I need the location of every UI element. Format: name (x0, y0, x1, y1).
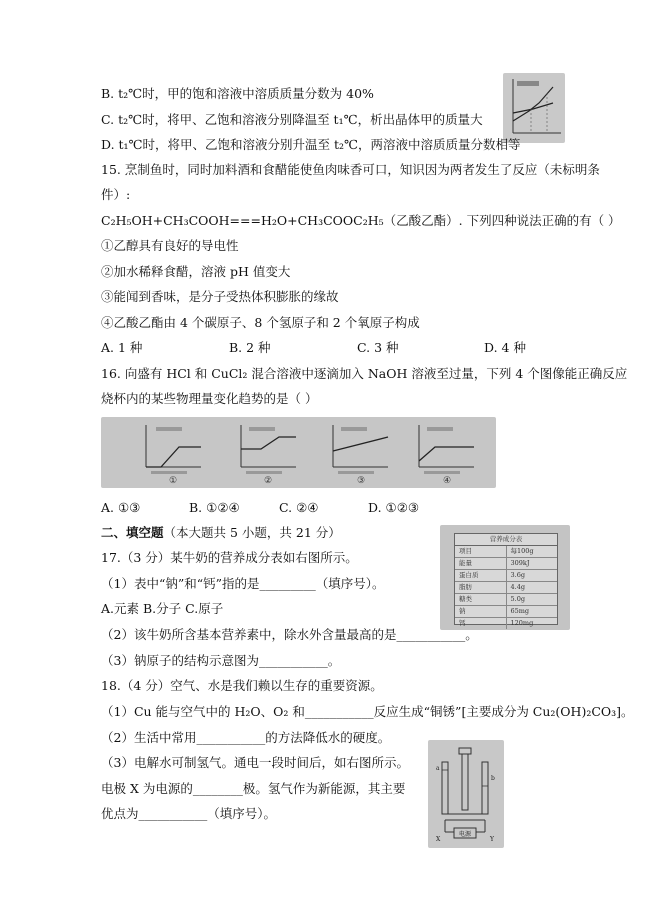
graph-label-4: ④ (442, 476, 452, 486)
q15-statement-3: ③能闻到香味，是分子受热体积膨胀的缘故 (101, 289, 339, 304)
nutrition-table-row (455, 582, 557, 594)
nutrition-table-photo (440, 525, 570, 630)
q16-option-a: A. ①③ (101, 500, 141, 515)
section-2-title: 二、填空题 (101, 525, 164, 540)
q15-option-a: A. 1 种 (101, 340, 143, 355)
q17-part-2: （2）该牛奶所含基本营养素中，除水外含量最高的是___________。 (101, 627, 478, 642)
q18-part-4: 电极 X 为电源的________极。氢气作为新能源，其主要 (101, 781, 406, 796)
q14-option-d: D. t₁℃时，将甲、乙饱和溶液分别升温至 t₂℃，两溶液中溶质质量分数相等 (101, 137, 521, 152)
q15-statement-4: ④乙酸乙酯由 4 个碳原子、8 个氢原子和 2 个氧原子构成 (101, 315, 420, 330)
electrode-x-label: X (436, 836, 441, 843)
q15-stem-line1: 15. 烹制鱼时，同时加料酒和食醋能使鱼肉味香可口，知识因为两者发生了反应（未标明条 (101, 162, 600, 177)
q15-statement-2: ②加水稀释食醋，溶液 pH 值变大 (101, 264, 291, 279)
q16-stem-line2: 烧杯内的某些物理量变化趋势的是（ ） (101, 391, 318, 406)
nutrition-table-cell: 120mg (510, 619, 534, 627)
q15-option-d: D. 4 种 (484, 340, 526, 355)
nutrition-table-cell: 蛋白质 (455, 570, 507, 581)
q15-option-b: B. 2 种 (229, 340, 271, 355)
nutrition-table-row (455, 606, 557, 618)
graph-label-2: ② (263, 476, 273, 486)
nutrition-table-row (455, 594, 557, 606)
q15-option-c: C. 3 种 (357, 340, 399, 355)
nutrition-table-cell: 5.0g (510, 595, 525, 603)
q15-equation: C₂H₅OH+CH₃COOH===H₂O+CH₃COOC₂H₅（乙酸乙酯）. 下列四种说法正确的有（ ） (101, 213, 621, 228)
section-2-heading (101, 525, 341, 541)
solubility-chart-photo (503, 73, 565, 143)
graph-label-1: ① (168, 476, 178, 486)
graph-label-3: ③ (356, 476, 366, 486)
q16-option-d: D. ①②③ (368, 500, 420, 515)
nutrition-table-title: 营养成分表 (455, 534, 557, 546)
nutrition-table-cell: 钙 (455, 618, 507, 629)
power-source-label: 电源 (458, 831, 472, 838)
nutrition-table-cell: 糖类 (455, 594, 507, 605)
electrolysis-diagram-photo (428, 740, 504, 848)
q14-option-c: C. t₂℃时，将甲、乙饱和溶液分别降温至 t₁℃，析出晶体甲的质量大 (101, 112, 483, 127)
q18-part-2: （2）生活中常用___________的方法降低水的硬度。 (101, 730, 391, 745)
nutrition-table-cell: 每100g (510, 547, 534, 555)
nutrition-table-row (455, 570, 557, 582)
nutrition-table-row (455, 546, 557, 558)
electrode-y-label: Y (490, 836, 494, 843)
nutrition-table-body (455, 546, 557, 629)
q17-part-3: （3）钠原子的结构示意图为___________。 (101, 653, 341, 668)
nutrition-table-cell: 3.6g (510, 571, 525, 579)
q16-stem-line1: 16. 向盛有 HCl 和 CuCl₂ 混合溶液中逐滴加入 NaOH 溶液至过量，下列 4 个图像能正确反应 (101, 366, 628, 381)
q18-intro: 18.（4 分）空气、水是我们赖以生存的重要资源。 (101, 678, 383, 693)
nutrition-table-cell: 脂肪 (455, 582, 507, 593)
section-2-note: （本大题共 5 小题，共 21 分） (163, 525, 341, 540)
nutrition-table-cell: 能量 (455, 558, 507, 569)
q14-option-b: B. t₂℃时，甲的饱和溶液中溶质质量分数为 40% (101, 86, 374, 101)
nutrition-table-row (455, 558, 557, 570)
nutrition-table-cell: 项目 (455, 546, 507, 557)
q16-option-b: B. ①②④ (189, 500, 240, 515)
q18-part-1: （1）Cu 能与空气中的 H₂O、O₂ 和___________反应生成“铜锈”[主要成分为 Cu₂(OH)₂CO₃]。 (101, 704, 634, 719)
nutrition-table-cell: 309kJ (510, 559, 530, 567)
nutrition-table-cell: 65mg (510, 607, 530, 615)
q18-part-3: （3）电解水可制氢气。通电一段时间后，如右图所示。 (101, 755, 409, 770)
q17-part-1: （1）表中“钠”和“钙”指的是_________（填序号）。 (101, 576, 385, 591)
q17-intro: 17.（3 分）某牛奶的营养成分表如右图所示。 (101, 550, 358, 565)
nutrition-table-cell: 4.4g (510, 583, 525, 591)
q16-graphs-photo (101, 417, 496, 488)
q18-part-5: 优点为___________（填序号）。 (101, 806, 277, 821)
q15-statement-1: ①乙醇具有良好的导电性 (101, 238, 239, 253)
nutrition-table-cell: 钠 (455, 606, 507, 617)
q15-stem-line2: 件）: (101, 187, 131, 202)
q16-option-c: C. ②④ (279, 500, 319, 515)
q17-choices: A.元素 B.分子 C.原子 (101, 601, 224, 616)
tube-b-label: b (491, 775, 495, 782)
tube-a-label: a (436, 765, 440, 772)
